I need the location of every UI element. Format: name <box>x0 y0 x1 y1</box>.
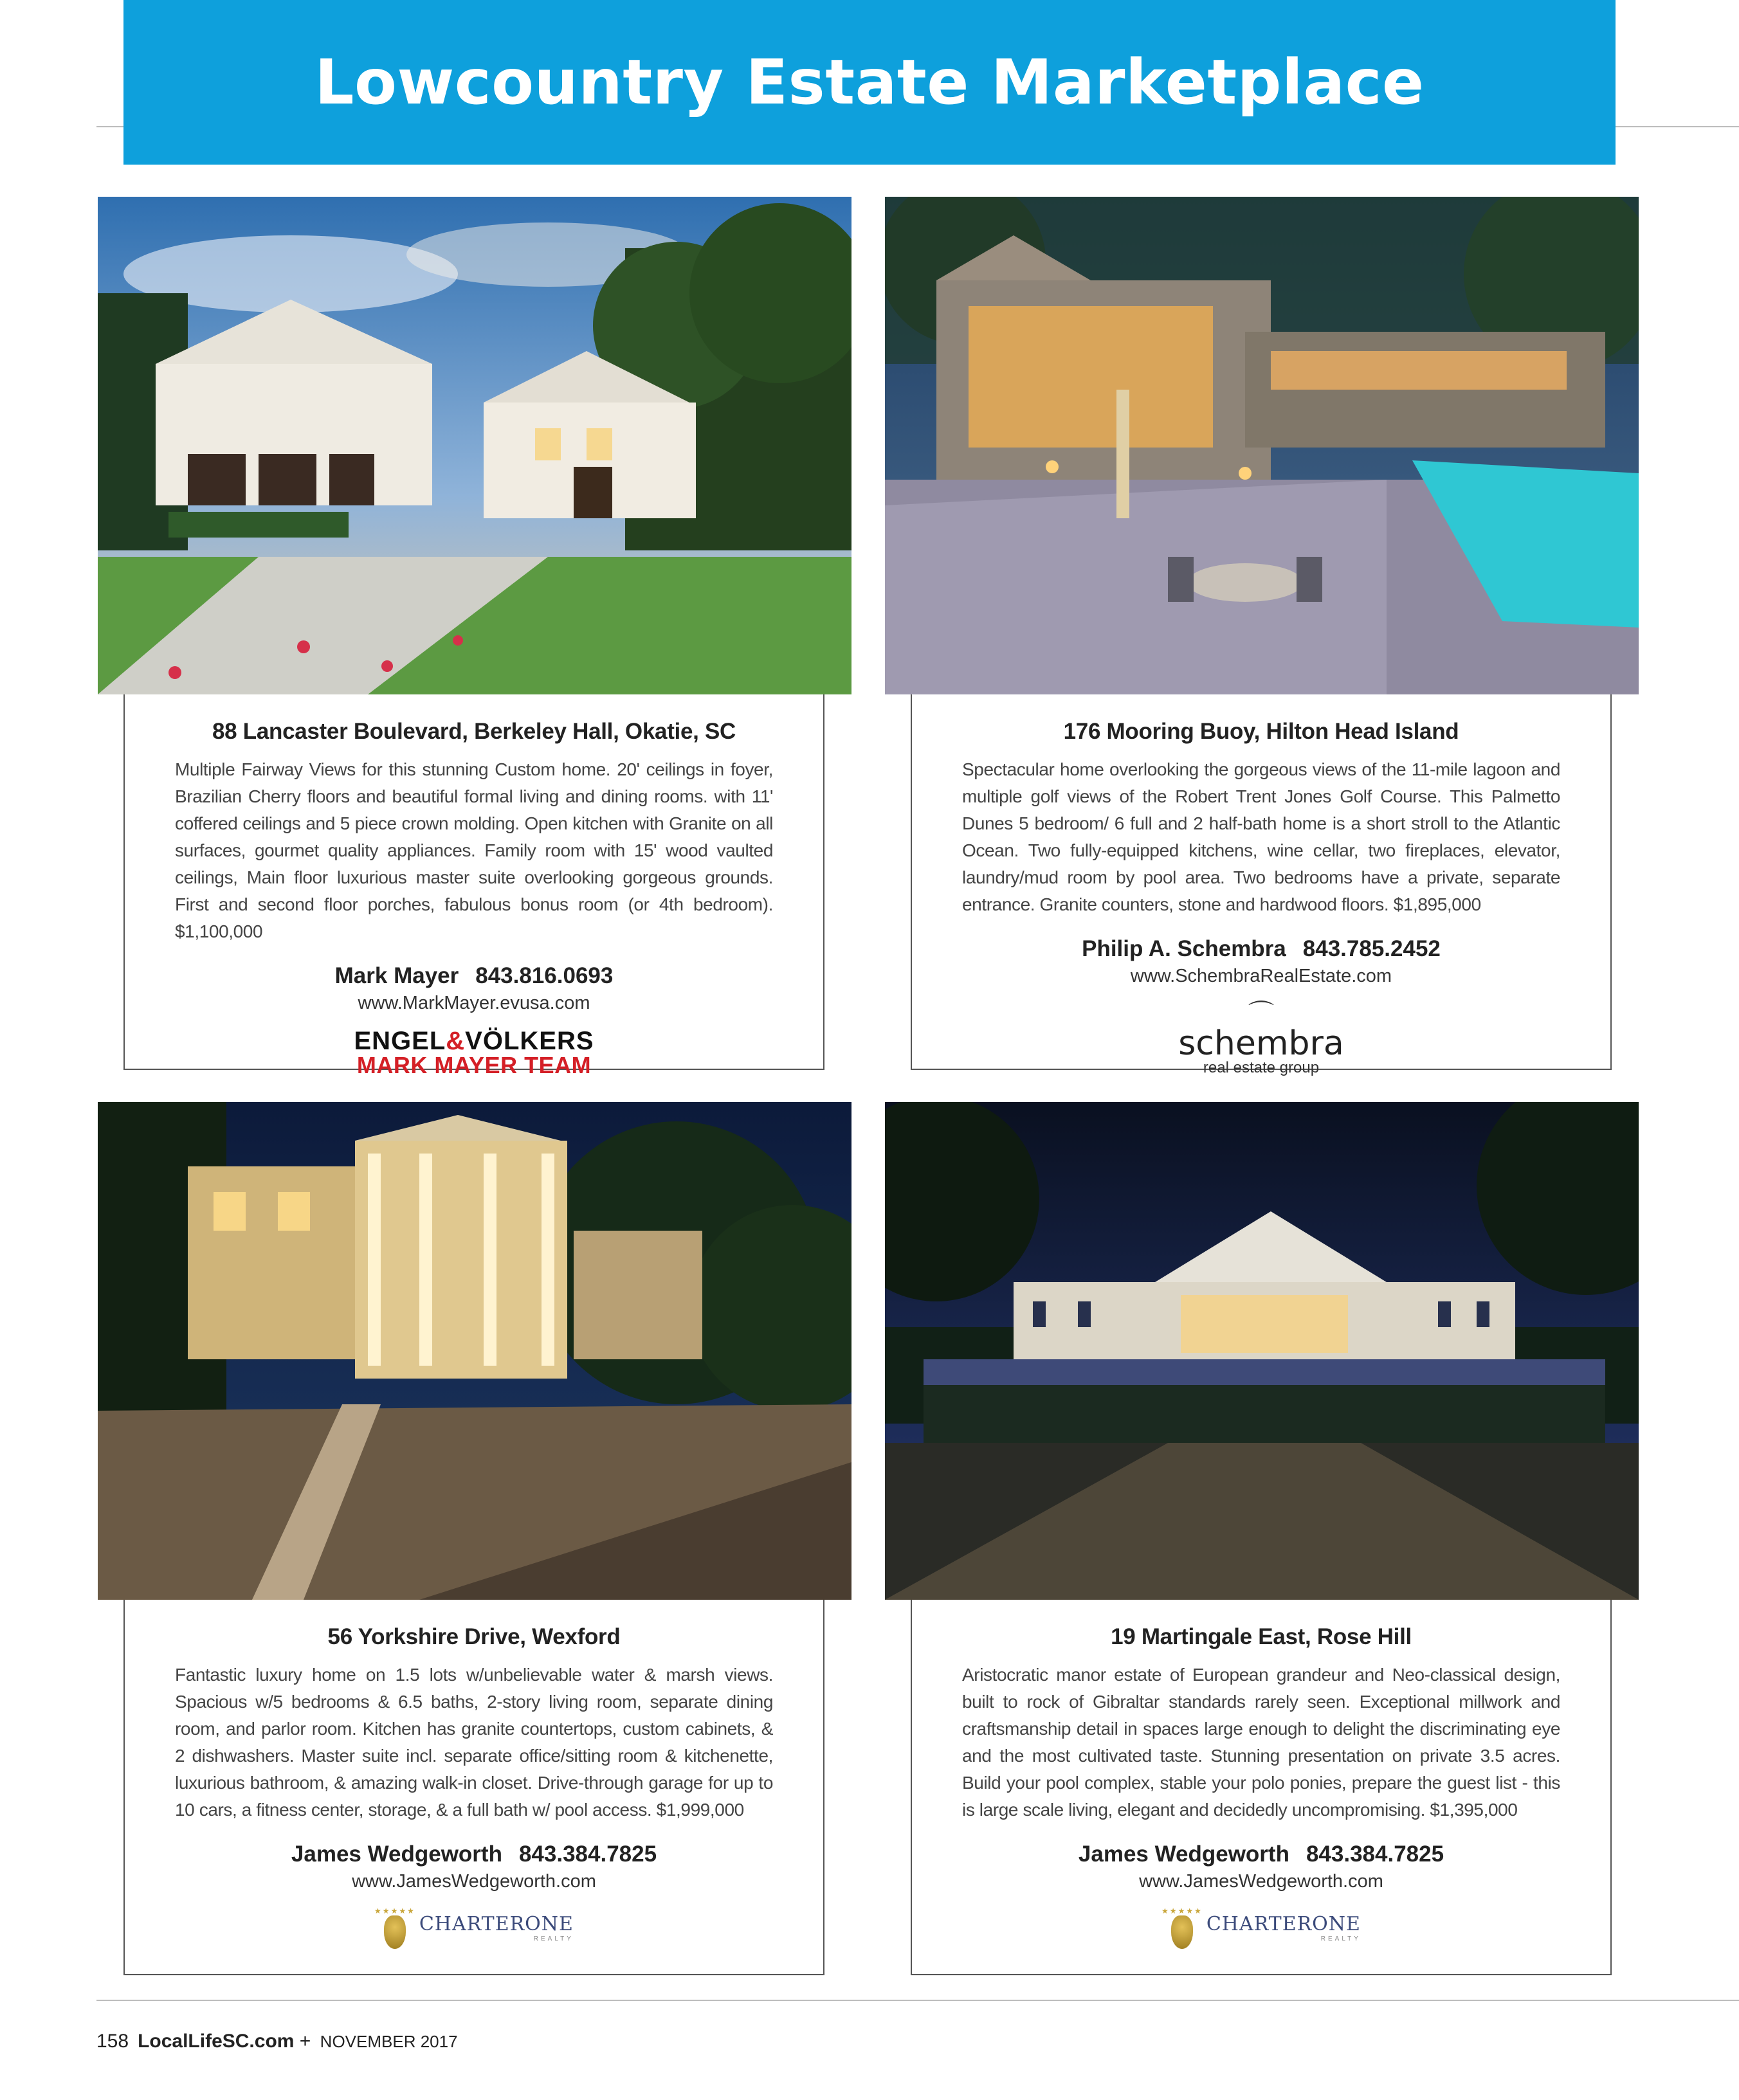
page-footer <box>96 2031 458 2052</box>
listing-1-card <box>123 694 824 1078</box>
listing-description: Aristocratic manor estate of European grandeur and Neo-classical design, built to rock of Gibraltar standards rarely seen. Exceptional millwork and craftsmanship detail in spaces large enough to delight the discriminating eye and the most cultivated taste. Stunning presentation on private 3.5 acres. Build your pool complex, stable your polo ponies, prepare the guest list - this is large scale living, elegant and decidedly uncompromising. $1,395,000 <box>962 1665 1560 1820</box>
agent-line <box>175 1842 773 1867</box>
listing-address: 19 Martingale East, Rose Hill <box>1111 1624 1412 1649</box>
listing-4-card <box>911 1600 1612 1975</box>
footer-site[interactable]: LocalLifeSC.com <box>138 2031 295 2052</box>
agent-line <box>962 1842 1560 1867</box>
bottom-rule <box>96 2000 1739 2001</box>
engel-volkers-logo: ENGEL&VÖLKERS MARK MAYER TEAM <box>354 1027 594 1078</box>
agent-name: James Wedgeworth <box>291 1842 502 1867</box>
charterone-logo: ★★★★★ CHARTERONE REALTY <box>374 1906 574 1949</box>
listing-address: 88 Lancaster Boulevard, Berkeley Hall, Okatie, SC <box>212 719 736 744</box>
agent-website[interactable]: www.SchembraRealEstate.com <box>1130 966 1392 986</box>
schembra-logo: ⌒ schembra real estate group <box>1178 1000 1344 1076</box>
emblem-icon <box>384 1915 406 1949</box>
agent-phone[interactable]: 843.384.7825 <box>518 1842 657 1867</box>
stars-icon: ★★★★★ <box>374 1906 415 1915</box>
listing-address: 176 Mooring Buoy, Hilton Head Island <box>1063 719 1459 744</box>
page-title: Lowcountry Estate Marketplace <box>314 46 1425 118</box>
listing-2-photo <box>885 197 1639 694</box>
listing-3-photo <box>98 1102 851 1600</box>
swoosh-icon: ⌒ <box>1248 1000 1274 1028</box>
header-banner <box>123 0 1616 165</box>
listing-3-card <box>123 1600 824 1975</box>
agent-phone[interactable]: 843.785.2452 <box>1302 936 1441 961</box>
agent-name: James Wedgeworth <box>1078 1842 1289 1867</box>
listing-description: Fantastic luxury home on 1.5 lots w/unbelievable water & marsh views. Spacious w/5 bedrooms & 6.5 baths, 2-story living room, separate dining room, and parlor room. Kitchen has granite countertops, custom cabinets, & 2 dishwashers. Master suite incl. separate office/sitting room & kitchenette, luxurious bathroom, & amazing walk-in closet. Drive-through garage for up to 10 cars, a fitness center, storage, & a full bath w/ pool access. $1,999,000 <box>175 1665 773 1820</box>
page-number: 158 <box>96 2031 129 2052</box>
footer-separator: + <box>299 2031 311 2052</box>
agent-website[interactable]: www.MarkMayer.evusa.com <box>358 993 590 1013</box>
emblem-icon <box>1171 1915 1193 1949</box>
agent-website[interactable]: www.JamesWedgeworth.com <box>352 1871 596 1892</box>
agent-name: Mark Mayer <box>334 963 459 988</box>
listing-1-photo <box>98 197 851 694</box>
footer-date: NOVEMBER 2017 <box>320 2032 458 2051</box>
stars-icon: ★★★★★ <box>1161 1906 1203 1915</box>
agent-phone[interactable]: 843.384.7825 <box>1306 1842 1444 1867</box>
agent-line <box>962 936 1560 962</box>
listing-2-card <box>911 694 1612 1076</box>
agent-website[interactable]: www.JamesWedgeworth.com <box>1139 1871 1383 1892</box>
charterone-logo: ★★★★★ CHARTERONE REALTY <box>1161 1906 1361 1949</box>
agent-phone[interactable]: 843.816.0693 <box>475 963 614 988</box>
listing-description: Multiple Fairway Views for this stunning Custom home. 20' ceilings in foyer, Brazilian Cherry floors and beautiful formal living and dining rooms. with 11' coffered ceilings and 5 piece crown molding. Open kitchen with Granite on all surfaces, gourmet quality appliances. Family room with 15' wood vaulted ceilings, Main floor luxurious master suite overlooking gorgeous grounds. First and second floor porches, fabulous bonus room (or 4th bedroom). $1,100,000 <box>175 759 773 941</box>
agent-line <box>175 963 773 989</box>
listing-address: 56 Yorkshire Drive, Wexford <box>327 1624 621 1649</box>
listing-description: Spectacular home overlooking the gorgeous views of the 11-mile lagoon and multiple golf views of the Robert Trent Jones Golf Course. This Palmetto Dunes 5 bedroom/ 6 full and 2 half-bath home is a short stroll to the Atlantic Ocean. Two fully-equipped kitchens, wine cellar, two fireplaces, elevator, laundry/mud room by pool area. Two bedrooms have a private, separate entrance. Granite counters, stone and hardwood floors. $1,895,000 <box>962 759 1560 914</box>
agent-name: Philip A. Schembra <box>1082 936 1286 961</box>
listing-4-photo <box>885 1102 1639 1600</box>
